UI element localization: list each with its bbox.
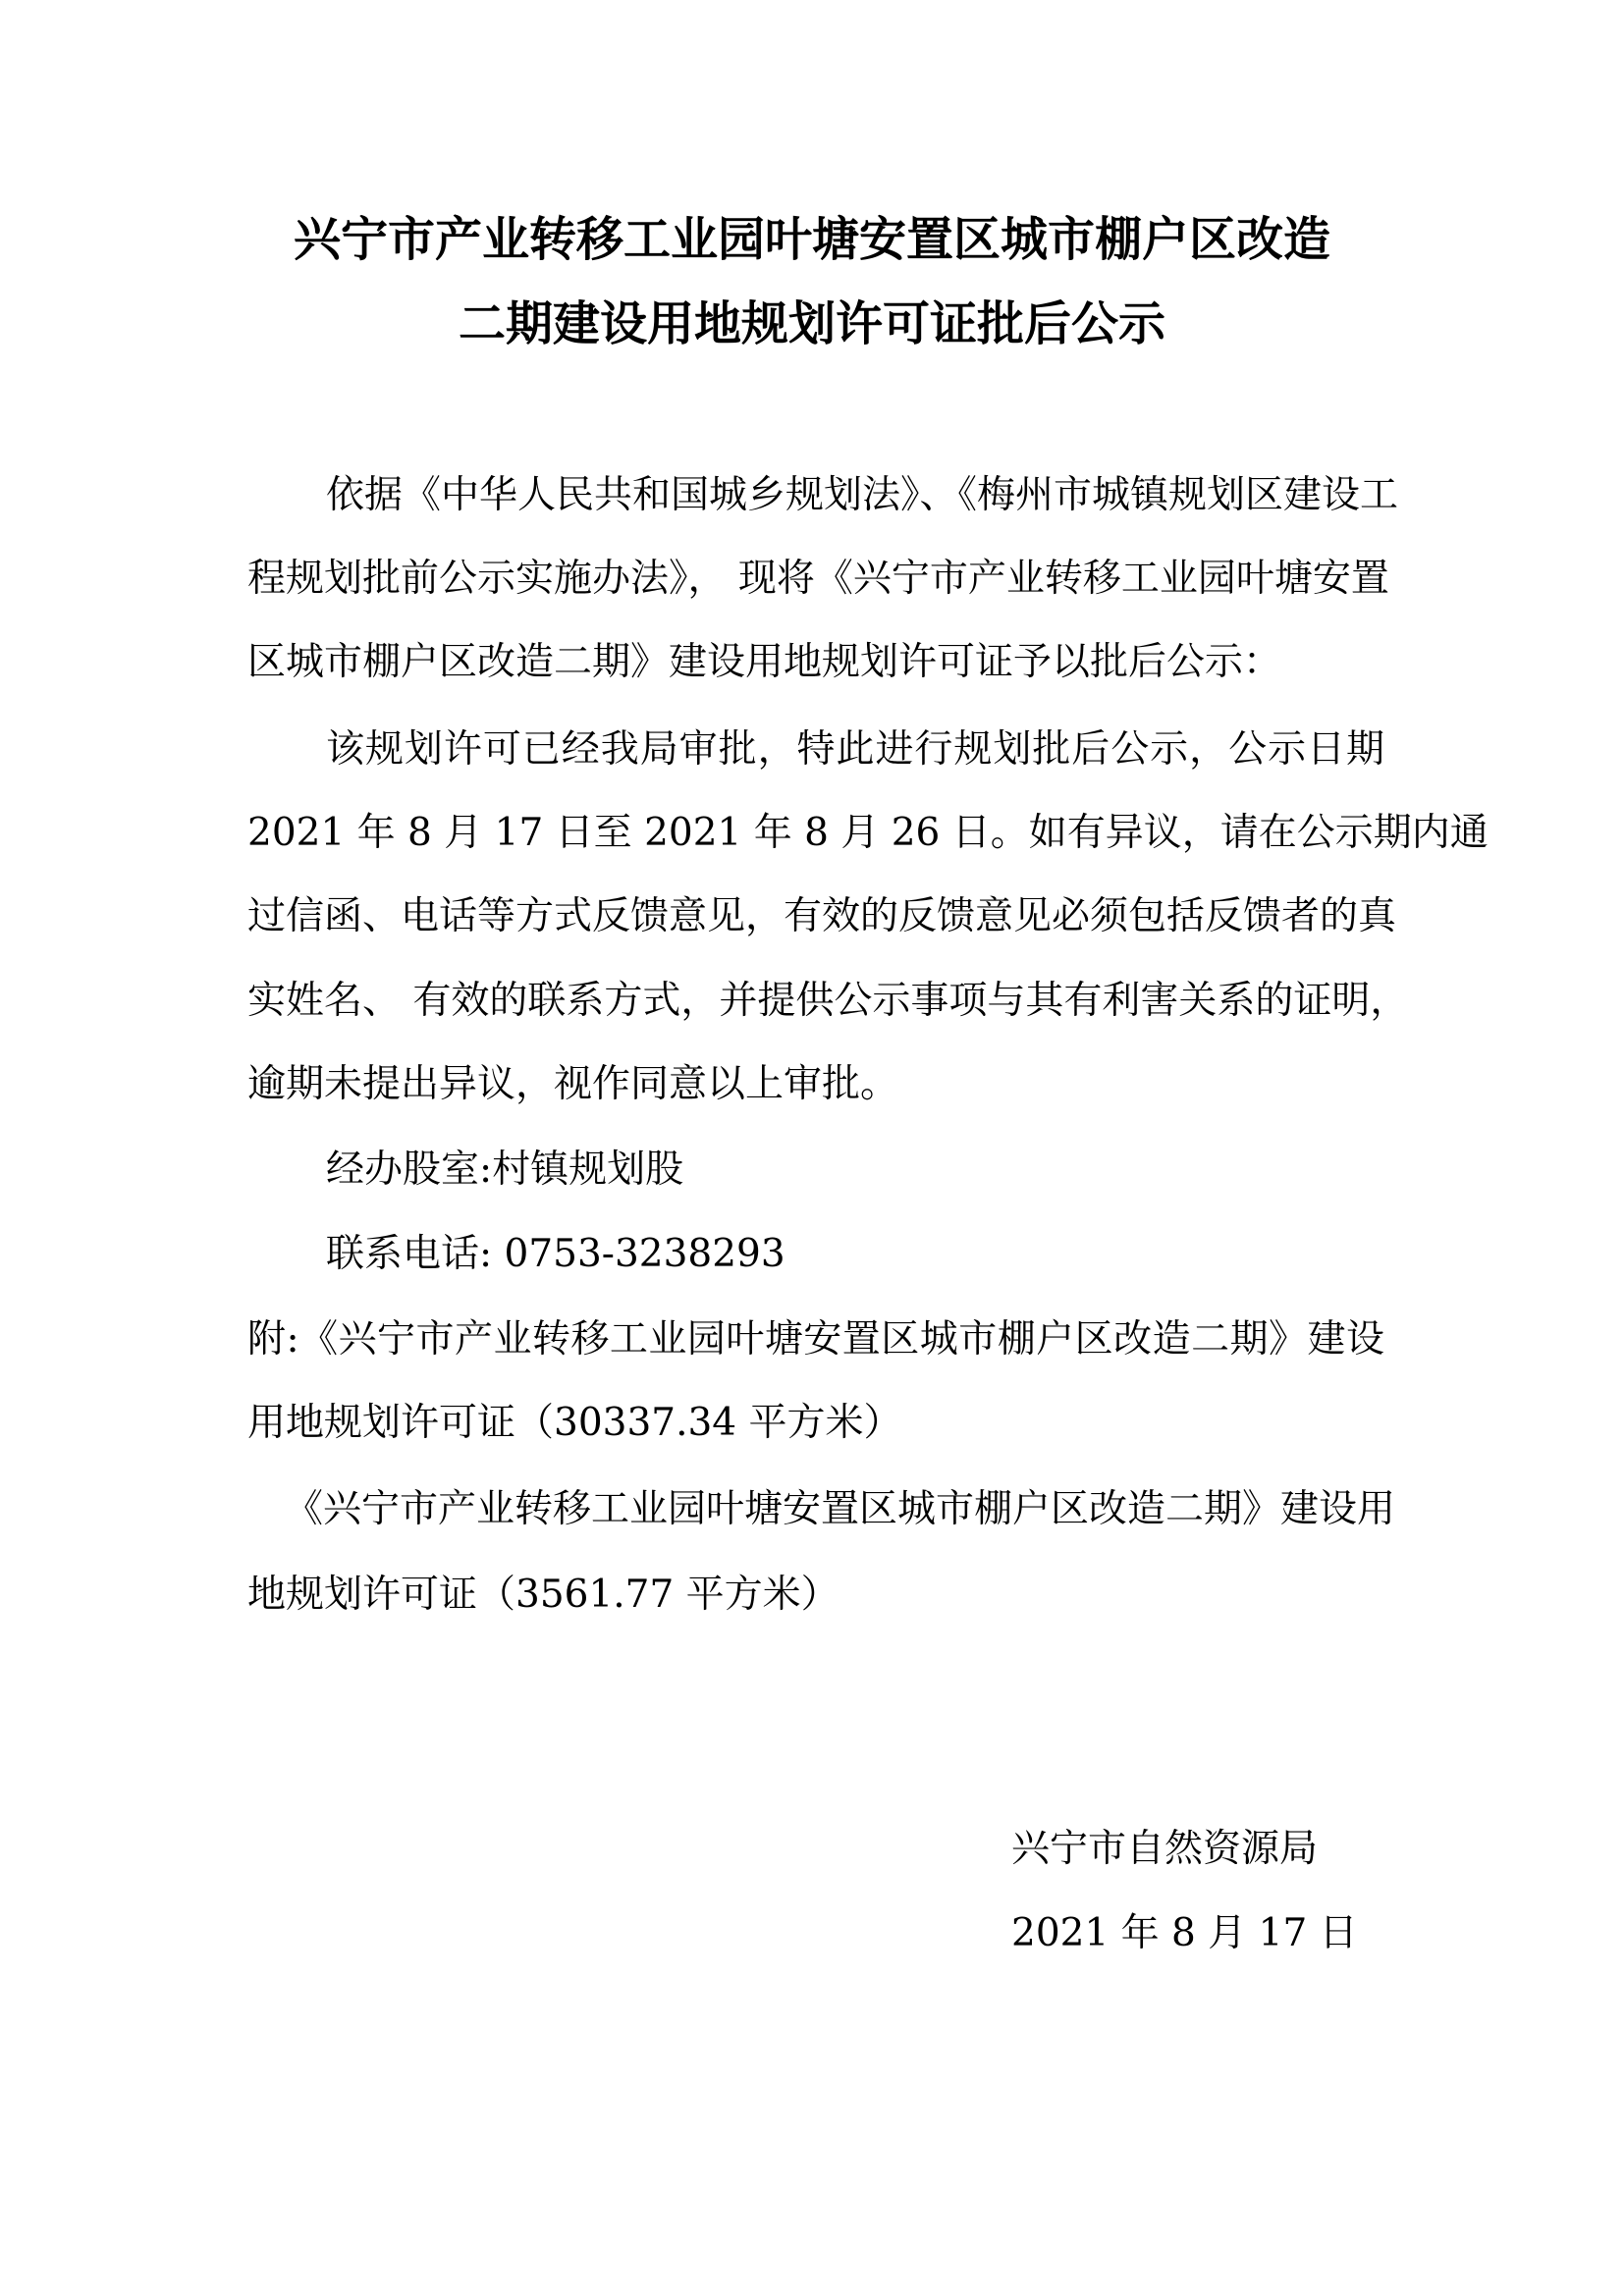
paragraph-2-line-3: 过信函、电话等方式反馈意见，有效的反馈意见必须包括反馈者的真 bbox=[247, 894, 1397, 938]
paragraph-2-line-2: 2021 年 8 月 17 日至 2021 年 8 月 26 日。如有异议，请在公示期内通 bbox=[247, 811, 1489, 855]
handling-office: 经办股室:村镇规划股 bbox=[326, 1148, 684, 1192]
paragraph-1-line-3: 区城市棚户区改造二期》建设用地规划许可证予以批后公示： bbox=[247, 640, 1282, 684]
document-title-line-1: 兴宁市产业转移工业园叶塘安置区城市棚户区改造 bbox=[293, 212, 1330, 267]
document-title-line-2: 二期建设用地规划许可证批后公示 bbox=[458, 296, 1165, 351]
attachment-2-line-1: 《兴宁市产业转移工业园叶塘安置区城市棚户区改造二期》建设用 bbox=[285, 1487, 1396, 1531]
contact-phone: 联系电话: 0753-3238293 bbox=[326, 1232, 785, 1276]
issuer-name: 兴宁市自然资源局 bbox=[1011, 1827, 1319, 1871]
attachment-1-line-1: 附:《兴宁市产业转移工业园叶塘安置区城市棚户区改造二期》建设 bbox=[247, 1317, 1384, 1362]
attachment-1-line-2: 用地规划许可证（30337.34 平方米） bbox=[247, 1401, 902, 1445]
paragraph-2-line-1: 该规划许可已经我局审批，特此进行规划批后公示，公示日期 bbox=[326, 727, 1384, 772]
paragraph-2-line-5: 逾期未提出异议，视作同意以上审批。 bbox=[247, 1062, 899, 1106]
paragraph-1-line-1: 依据《中华人民共和国城乡规划法》、《梅州市城镇规划区建设工 bbox=[326, 473, 1399, 517]
paragraph-2-line-4: 实姓名、 有效的联系方式，并提供公示事项与其有利害关系的证明， bbox=[247, 979, 1409, 1023]
issue-date: 2021 年 8 月 17 日 bbox=[1011, 1911, 1358, 1955]
attachment-2-line-2: 地规划许可证（3561.77 平方米） bbox=[247, 1573, 839, 1617]
paragraph-1-line-2: 程规划批前公示实施办法》， 现将《兴宁市产业转移工业园叶塘安置 bbox=[247, 557, 1389, 601]
